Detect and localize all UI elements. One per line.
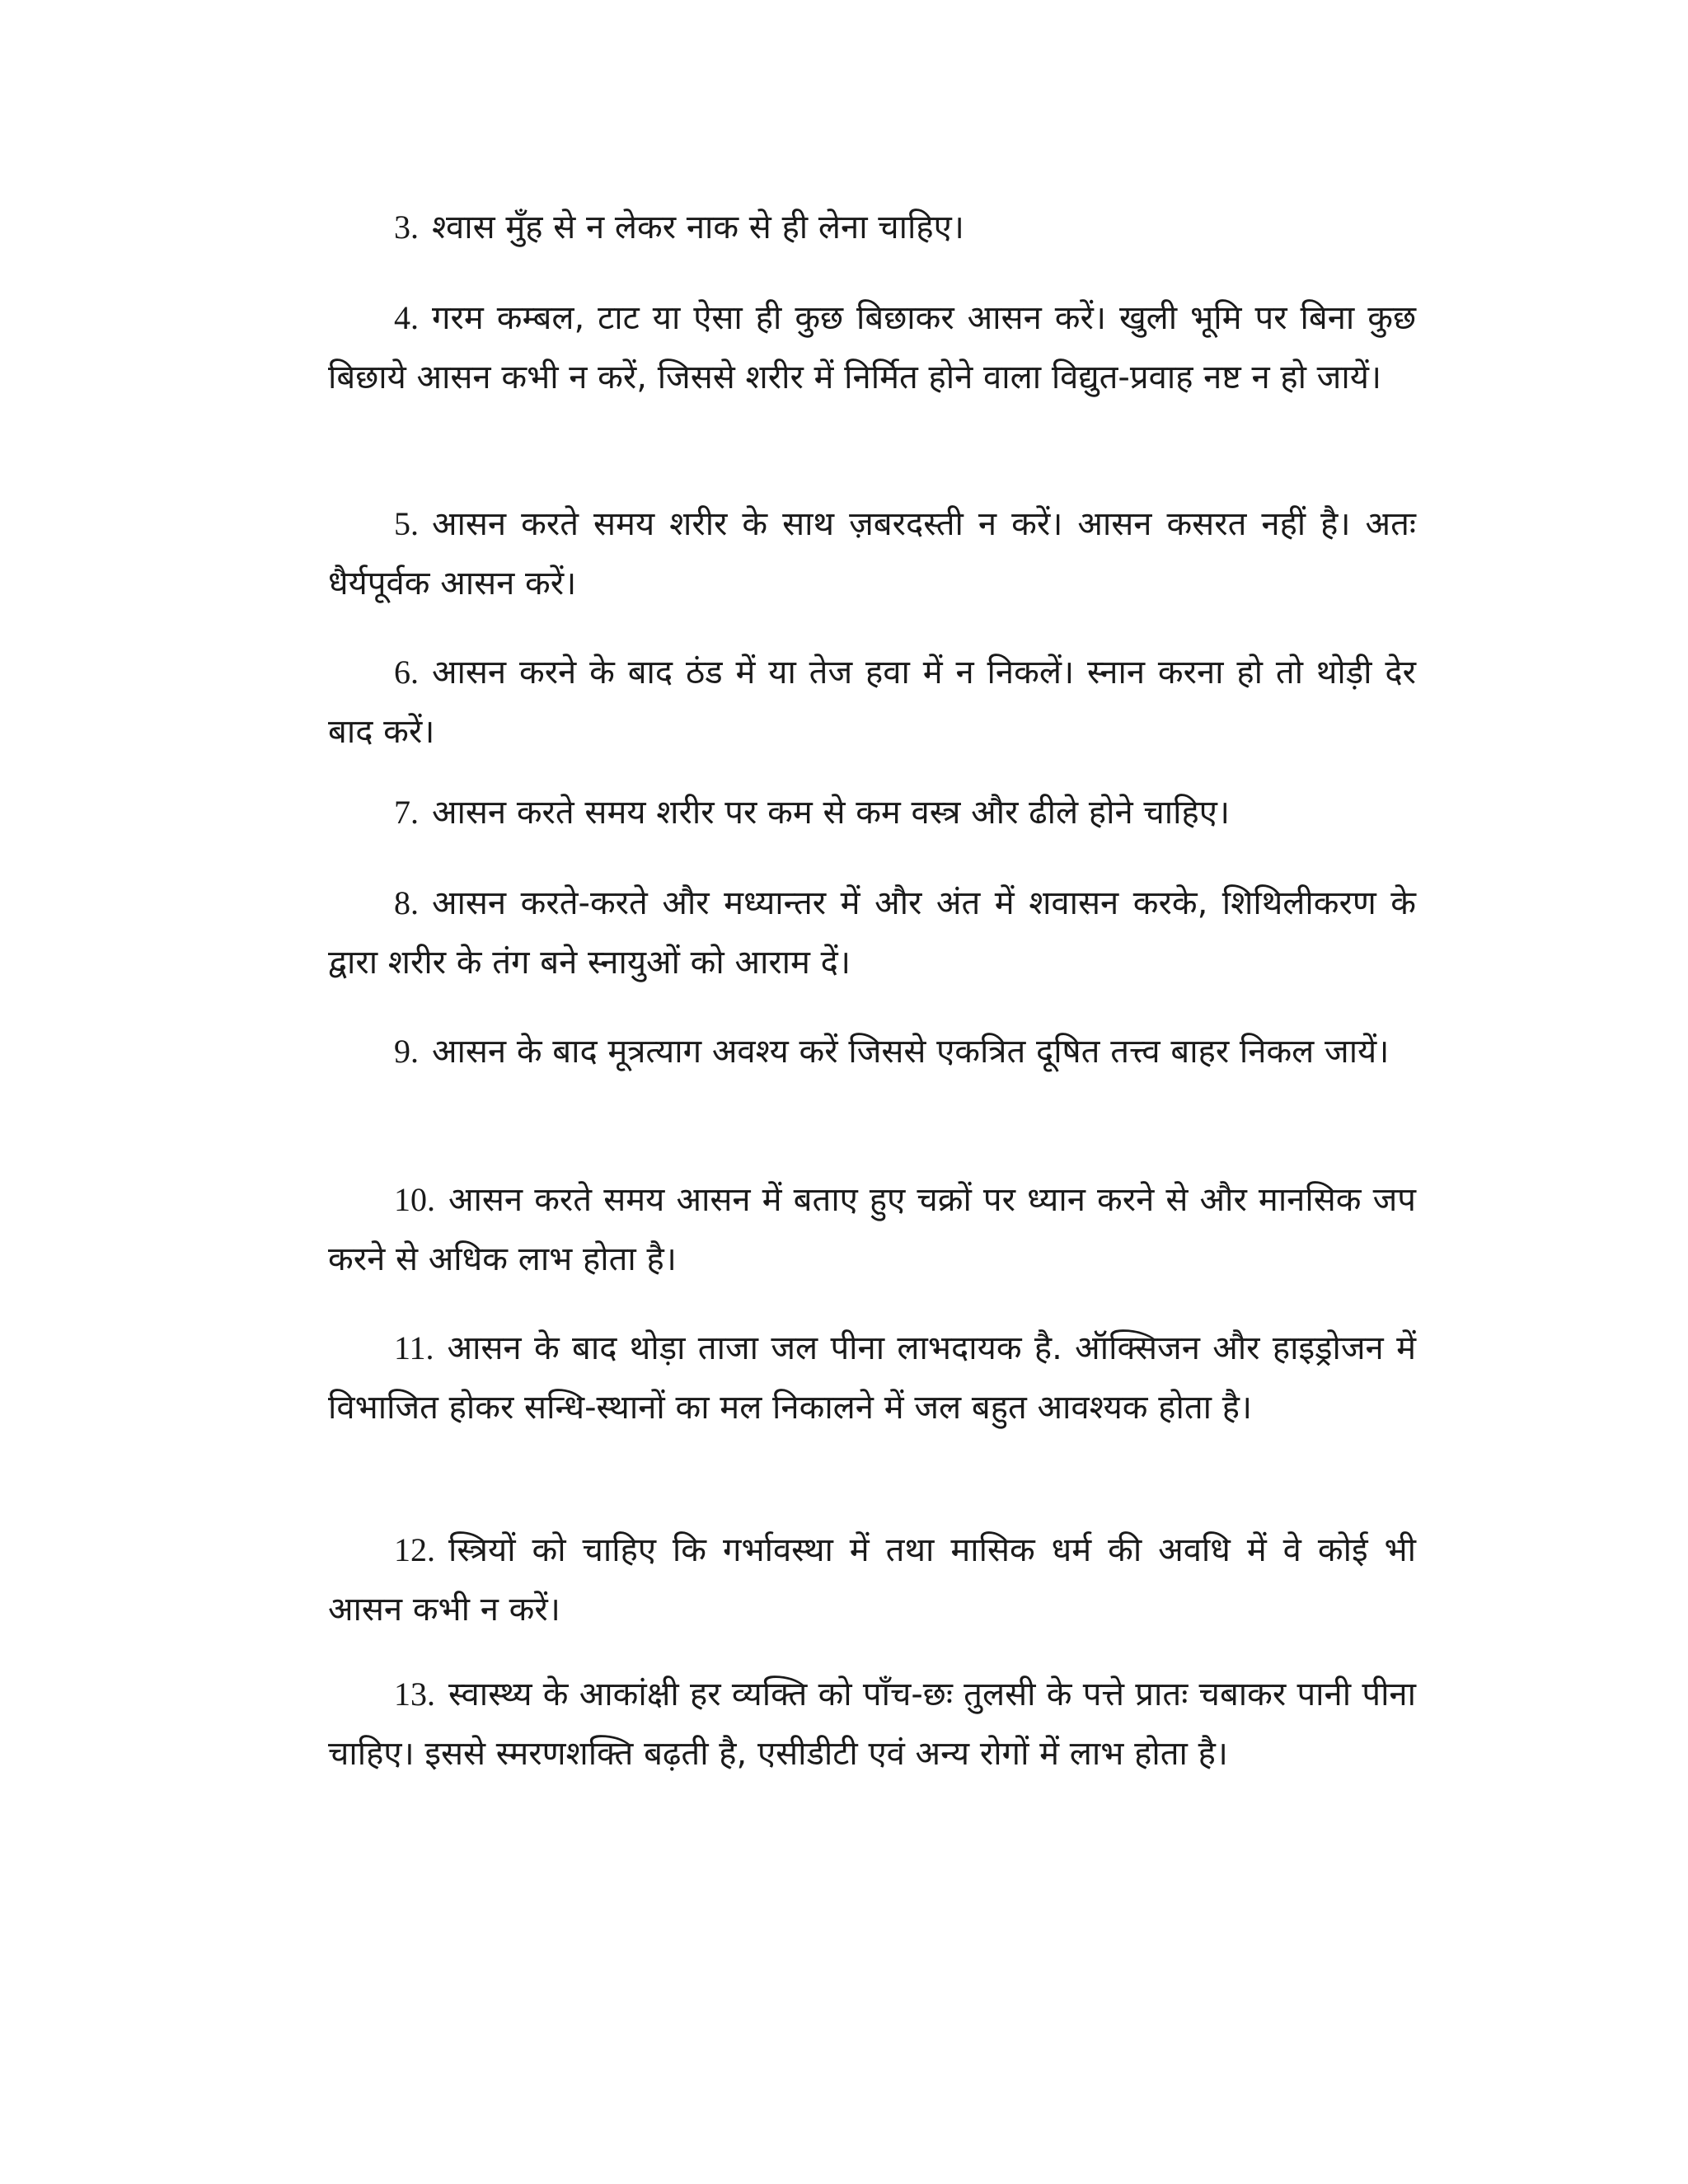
item-text: स्वास्थ्य के आकांक्षी हर व्यक्ति को पाँच-छः तुलसी के पत्ते प्रातः चबाकर पानी पीना चाहिए। इससे स्मरणशक्ति बढ़ती है, एसीडीटी एवं अन्य रोगों में लाभ होता है। bbox=[328, 1675, 1416, 1773]
item-text: आसन करते समय शरीर पर कम से कम वस्त्र और ढीले होने चाहिए। bbox=[432, 794, 1231, 832]
list-item-4 bbox=[328, 288, 1416, 407]
item-text: आसन करने के बाद ठंड में या तेज हवा में न निकलें। स्नान करना हो तो थोड़ी देर बाद करें। bbox=[328, 654, 1416, 751]
item-text: स्त्रियों को चाहिए कि गर्भावस्था में तथा मासिक धर्म की अवधि में वे कोई भी आसन कभी न करें। bbox=[328, 1531, 1416, 1629]
list-item-7 bbox=[328, 783, 1416, 842]
item-number: 7. bbox=[394, 794, 419, 831]
item-number: 13. bbox=[394, 1675, 435, 1713]
item-number: 6. bbox=[394, 654, 419, 691]
item-number: 11. bbox=[394, 1329, 434, 1366]
item-text: श्वास मुँह से न लेकर नाक से ही लेना चाहिए। bbox=[432, 209, 964, 246]
item-number: 5. bbox=[394, 505, 419, 542]
list-item-9 bbox=[328, 1022, 1416, 1081]
list-item-10 bbox=[328, 1170, 1416, 1289]
list-item-3 bbox=[328, 198, 1416, 257]
item-text: आसन के बाद थोड़ा ताजा जल पीना लाभदायक है. ऑक्सिजन और हाइड्रोजन में विभाजित होकर सन्धि-स्थानों का मल निकालने में जल बहुत आवश्यक होता है। bbox=[328, 1329, 1416, 1427]
item-text: आसन के बाद मूत्रत्याग अवश्य करें जिससे एकत्रित दूषित तत्त्व बाहर निकल जायें। bbox=[432, 1033, 1390, 1071]
list-item-12 bbox=[328, 1521, 1416, 1639]
list-item-6 bbox=[328, 643, 1416, 762]
list-item-8 bbox=[328, 874, 1416, 992]
item-number: 3. bbox=[394, 209, 419, 246]
item-text: गरम कम्बल, टाट या ऐसा ही कुछ बिछाकर आसन करें। खुली भूमि पर बिना कुछ बिछाये आसन कभी न करें, जिससे शरीर में निर्मित होने वाला विद्युत-प्रवाह नष्ट न हो जायें। bbox=[328, 299, 1416, 396]
item-number: 9. bbox=[394, 1033, 419, 1070]
item-text: आसन करते समय आसन में बताए हुए चक्रों पर ध्यान करने से और मानसिक जप करने से अधिक लाभ होता है। bbox=[328, 1181, 1416, 1278]
item-number: 4. bbox=[394, 299, 419, 336]
item-text: आसन करते समय शरीर के साथ ज़बरदस्ती न करें। आसन कसरत नहीं है। अतः धैर्यपूर्वक आसन करें। bbox=[328, 505, 1416, 602]
item-number: 12. bbox=[394, 1531, 435, 1568]
list-item-11 bbox=[328, 1319, 1416, 1437]
item-number: 8. bbox=[394, 884, 419, 921]
item-number: 10. bbox=[394, 1181, 435, 1218]
list-item-5 bbox=[328, 494, 1416, 613]
item-text: आसन करते-करते और मध्यान्तर में और अंत में शवासन करके, शिथिलीकरण के द्वारा शरीर के तंग बने स्नायुओं को आराम दें। bbox=[328, 884, 1416, 982]
list-item-13 bbox=[328, 1665, 1416, 1783]
